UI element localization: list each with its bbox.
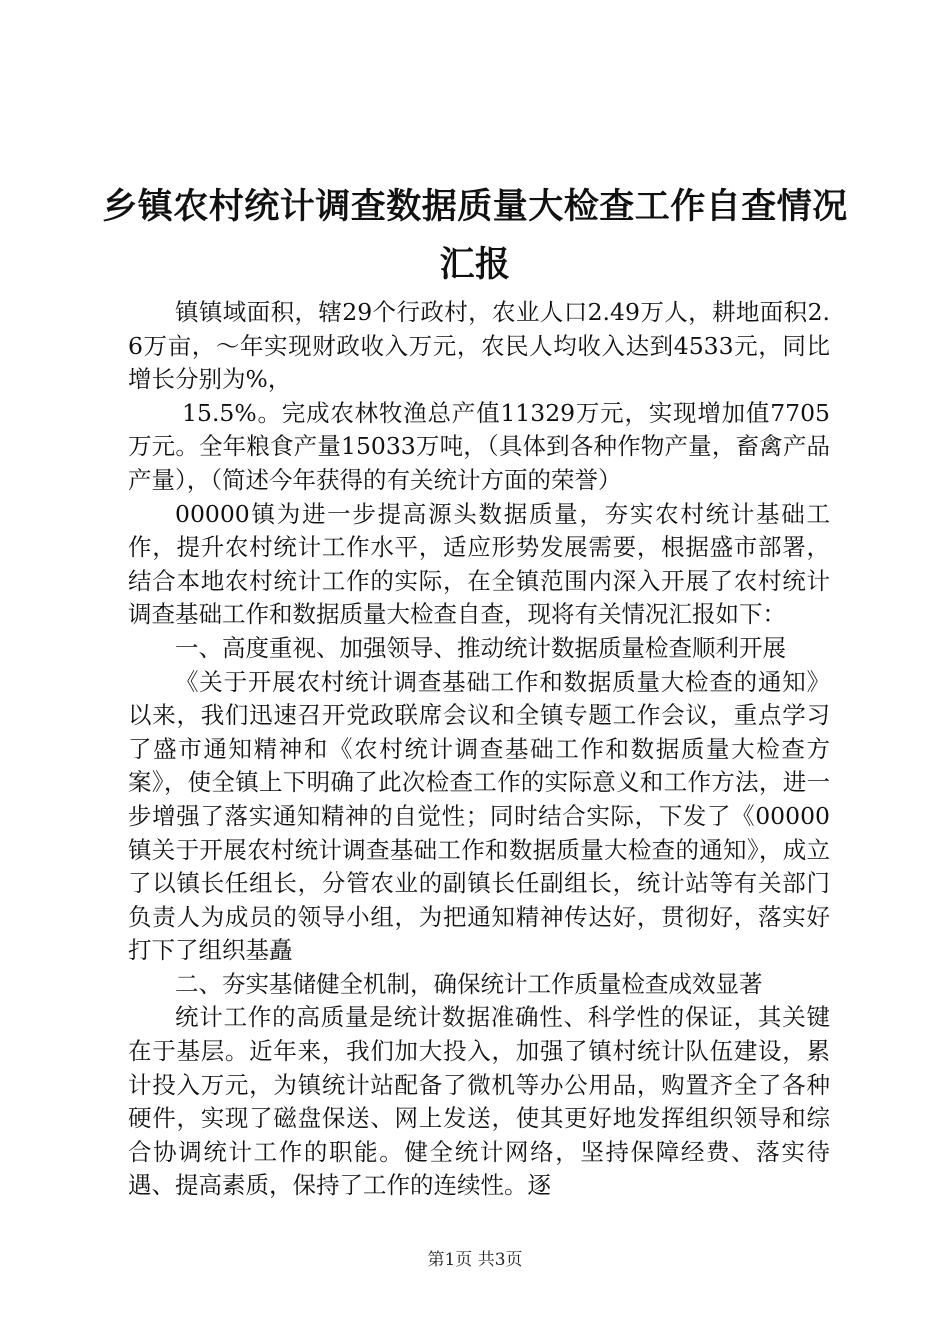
paragraph-section-2: 统计工作的高质量是统计数据准确性、科学性的保证，其关键在于基层。近年来，我们加大投入，加强了镇村统计队伍建设，累计投入万元，为镇统计站配备了微机等办公用品，购置齐全了各种硬件，实现了磁盘保送、网上发送，使其更好地发挥组织领导和综合协调统计工作的职能。健全统计网络，坚持保障经费、落实待遇、提高素质，保持了工作的连续性。逐 (128, 1003, 830, 1200)
paragraph-section-1: 《关于开展农村统计调查基础工作和数据质量大检查的通知》以来，我们迅速召开党政联席会议和全镇专题工作会议，重点学习了盛市通知精神和《农村统计调查基础工作和数据质量大检查方案》，使全镇上下明确了此次检查工作的实际意义和工作方法，进一步增强了落实通知精神的自觉性；同时结合实际，下发了《00000镇关于开展农村统计调查基础工作和数据质量大检查的通知》，成立了以镇长任组长，分管农业的副镇长任副组长，统计站等有关部门负责人为成员的领导小组，为把通知精神传达好，贯彻好，落实好打下了组织基矗 (128, 667, 830, 965)
section-heading-1: 一、高度重视、加强领导、推动统计数据质量检查顺利开展 (175, 633, 786, 662)
document-body (128, 296, 830, 1203)
paragraph-overview: 镇镇域面积，辖29个行政村，农业人口2.49万人，耕地面积2.6万亩，～年实现财政收入万元，农民人均收入达到4533元，同比增长分别为%， (128, 298, 830, 394)
paragraph-production: 15.5%。完成农林牧渔总产值11329万元，实现增加值7705万元。全年粮食产量15033万吨，（具体到各种作物产量，畜禽产品产量），（简述今年获得的有关统计方面的荣誉） (128, 398, 830, 494)
document-title: 乡镇农村统计调查数据质量大检查工作自查情况汇报 (102, 186, 848, 285)
page-footer: 第1页 共3页 (427, 1250, 523, 1270)
section-heading-2: 二、夯实基储健全机制，确保统计工作质量检查成效显著 (175, 969, 763, 998)
paragraph-intro: 00000镇为进一步提高源头数据质量，夯实农村统计基础工作，提升农村统计工作水平，适应形势发展需要，根据盛市部署，结合本地农村统计工作的实际，在全镇范围内深入开展了农村统计调查基础工作和数据质量大检查自查，现将有关情况汇报如下： (128, 499, 830, 629)
